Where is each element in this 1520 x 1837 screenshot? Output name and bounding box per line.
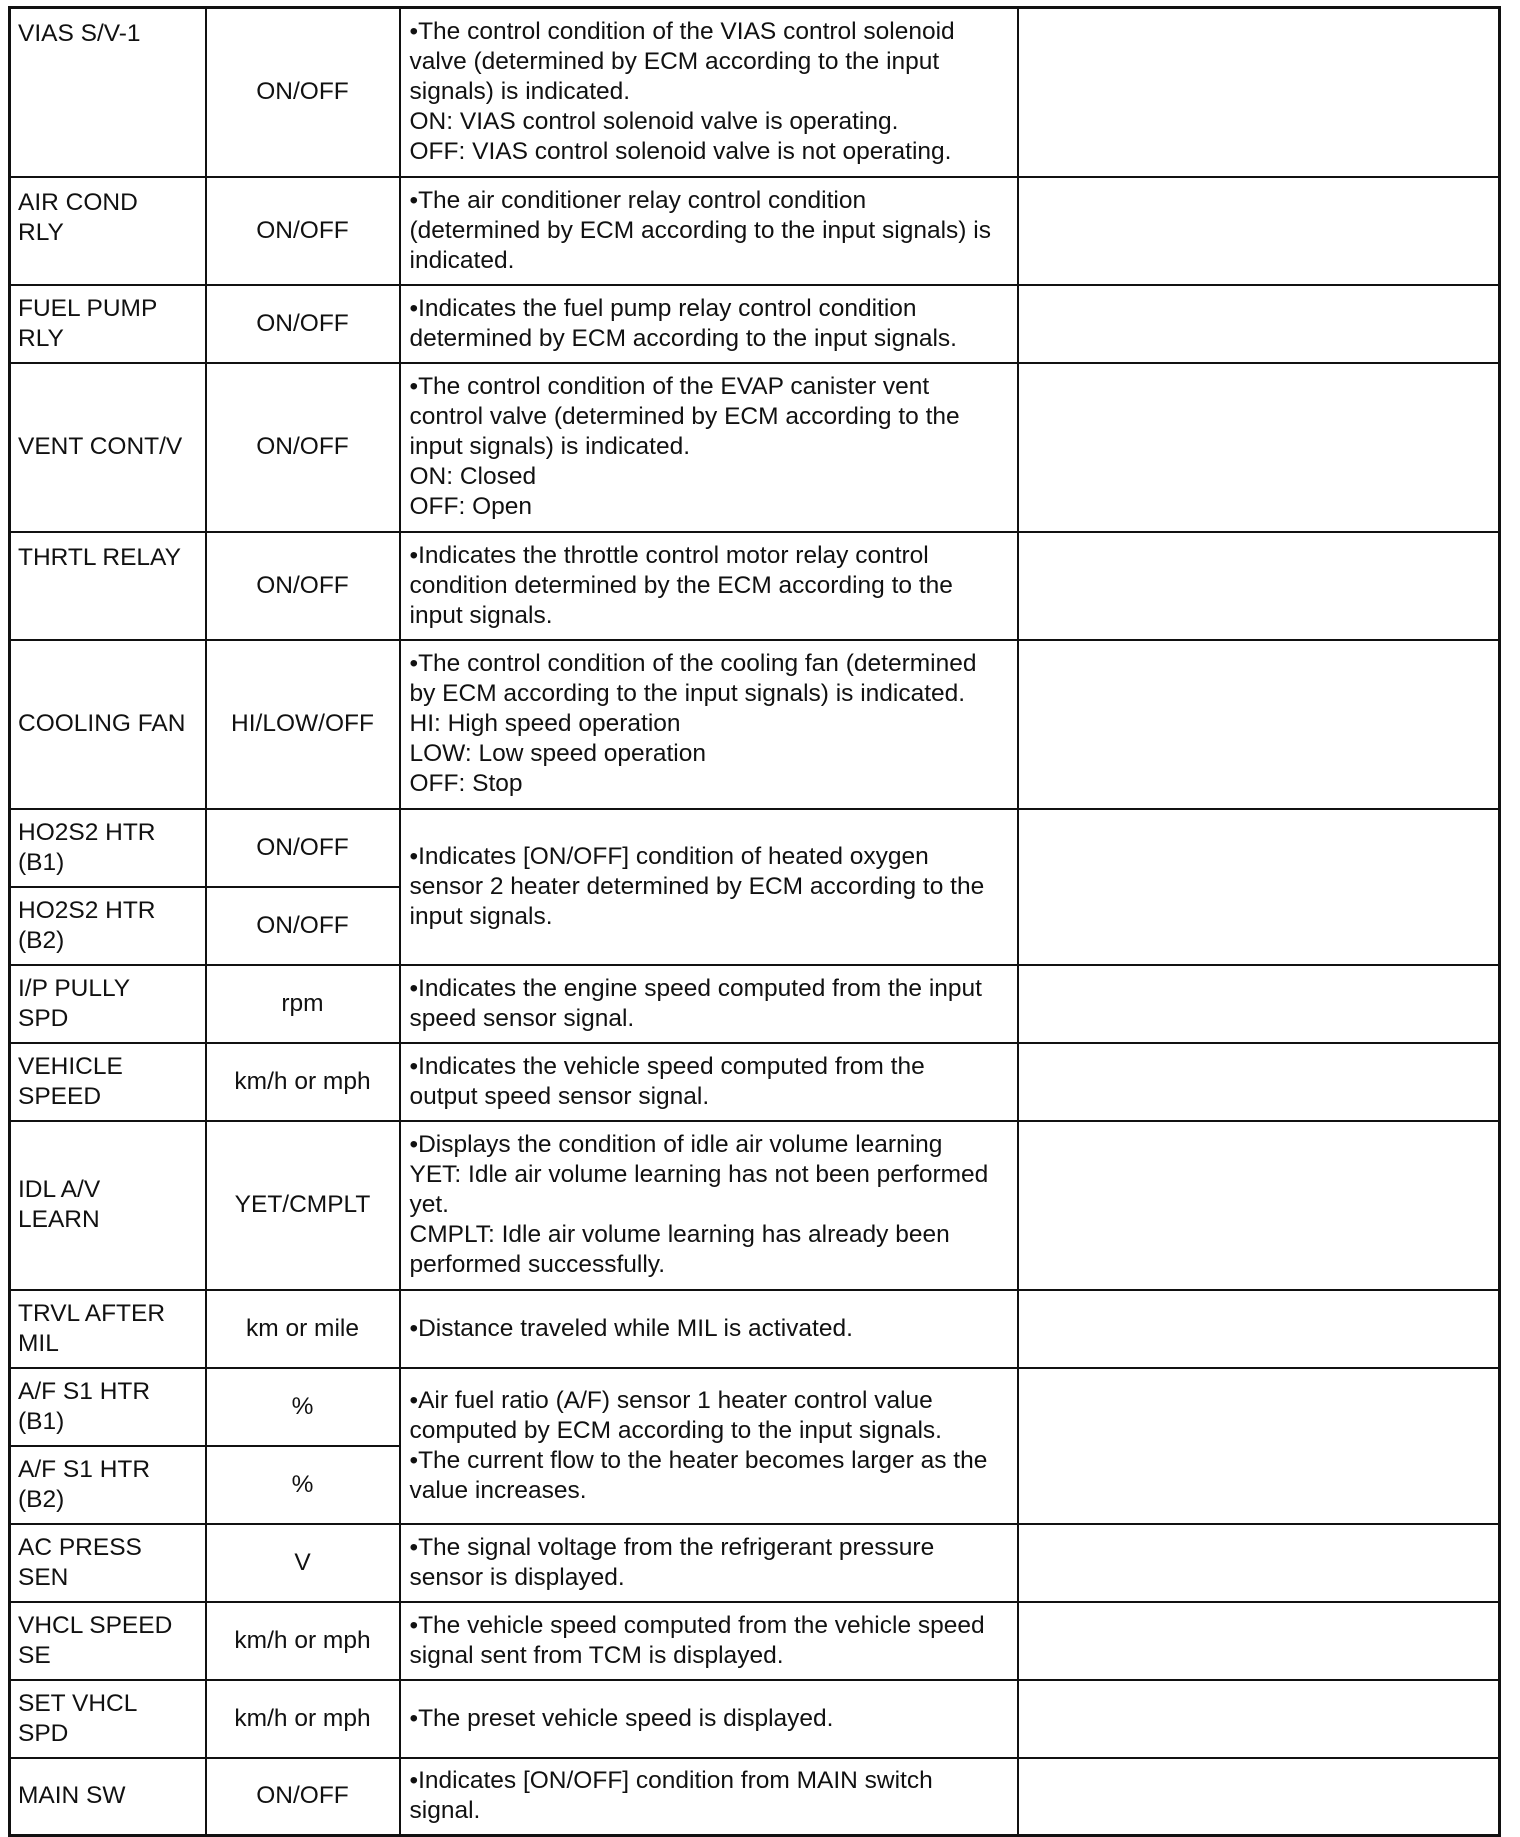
condition-value: km/h or mph: [206, 1602, 400, 1680]
monitor-item-name: AC PRESS SEN: [10, 1524, 206, 1602]
description-cell: •Distance traveled while MIL is activated.: [400, 1290, 1018, 1368]
description-cell: •Indicates the engine speed computed from the input speed sensor signal.: [400, 965, 1018, 1043]
table-row: [10, 1368, 1500, 1446]
specification-cell: [1018, 363, 1500, 532]
table-row: [10, 532, 1500, 640]
table-row: [10, 1290, 1500, 1368]
description-cell: •The vehicle speed computed from the vehicle speed signal sent from TCM is displayed.: [400, 1602, 1018, 1680]
condition-value: km or mile: [206, 1290, 400, 1368]
specification-cell: [1018, 177, 1500, 285]
specification-cell: [1018, 1758, 1500, 1836]
monitor-item-name: A/F S1 HTR (B1): [10, 1368, 206, 1446]
monitor-item-name: THRTL RELAY: [10, 532, 206, 640]
description-cell: •Indicates [ON/OFF] condition of heated oxygen sensor 2 heater determined by ECM according to the input signals.: [400, 809, 1018, 965]
description-cell: •The air conditioner relay control condition (determined by ECM according to the input signals) is indicated.: [400, 177, 1018, 285]
table-row: [10, 177, 1500, 285]
description-cell: •Indicates the vehicle speed computed from the output speed sensor signal.: [400, 1043, 1018, 1121]
specification-cell: [1018, 1121, 1500, 1290]
monitor-item-name: IDL A/V LEARN: [10, 1121, 206, 1290]
monitor-item-name: VENT CONT/V: [10, 363, 206, 532]
description-cell: •The control condition of the EVAP canister vent control valve (determined by ECM according to the input signals) is indicated. ON: Closed OFF: Open: [400, 363, 1018, 532]
monitor-item-name: AIR COND RLY: [10, 177, 206, 285]
monitor-item-table: [8, 6, 1501, 1837]
table-row: [10, 1121, 1500, 1290]
description-cell: •Displays the condition of idle air volume learning YET: Idle air volume learning has not been performed yet. CMPLT: Idle air volume learning has already been performed successfully.: [400, 1121, 1018, 1290]
specification-cell: [1018, 1602, 1500, 1680]
condition-value: YET/CMPLT: [206, 1121, 400, 1290]
description-cell: •The control condition of the cooling fan (determined by ECM according to the input signals) is indicated. HI: High speed operation LOW: Low speed operation OFF: Stop: [400, 640, 1018, 809]
table-row: [10, 1758, 1500, 1836]
description-cell: •Indicates [ON/OFF] condition from MAIN switch signal.: [400, 1758, 1018, 1836]
monitor-item-name: VIAS S/V-1: [10, 8, 206, 177]
description-cell: •The control condition of the VIAS control solenoid valve (determined by ECM according to the input signals) is indicated. ON: VIAS control solenoid valve is operating. OFF: VIAS control solenoid valve is not operating.: [400, 8, 1018, 177]
description-cell: •Indicates the throttle control motor relay control condition determined by the ECM according to the input signals.: [400, 532, 1018, 640]
condition-value: ON/OFF: [206, 887, 400, 965]
description-cell: •The signal voltage from the refrigerant pressure sensor is displayed.: [400, 1524, 1018, 1602]
condition-value: ON/OFF: [206, 532, 400, 640]
condition-value: ON/OFF: [206, 8, 400, 177]
monitor-item-name: FUEL PUMP RLY: [10, 285, 206, 363]
condition-value: km/h or mph: [206, 1043, 400, 1121]
condition-value: V: [206, 1524, 400, 1602]
monitor-item-name: HO2S2 HTR (B1): [10, 809, 206, 887]
description-cell: •The preset vehicle speed is displayed.: [400, 1680, 1018, 1758]
condition-value: ON/OFF: [206, 363, 400, 532]
condition-value: %: [206, 1446, 400, 1524]
monitor-item-name: COOLING FAN: [10, 640, 206, 809]
table-row: [10, 809, 1500, 887]
monitor-item-name: SET VHCL SPD: [10, 1680, 206, 1758]
specification-cell: [1018, 965, 1500, 1043]
specification-cell: [1018, 1524, 1500, 1602]
specification-cell: [1018, 8, 1500, 177]
specification-cell: [1018, 532, 1500, 640]
description-cell: •Indicates the fuel pump relay control condition determined by ECM according to the input signals.: [400, 285, 1018, 363]
table-row: [10, 640, 1500, 809]
table-row: [10, 363, 1500, 532]
condition-value: rpm: [206, 965, 400, 1043]
table-row: [10, 1602, 1500, 1680]
condition-value: ON/OFF: [206, 285, 400, 363]
condition-value: ON/OFF: [206, 1758, 400, 1836]
specification-cell: [1018, 809, 1500, 965]
specification-cell: [1018, 1290, 1500, 1368]
table-row: [10, 285, 1500, 363]
table-row: [10, 1524, 1500, 1602]
monitor-item-name: VHCL SPEED SE: [10, 1602, 206, 1680]
condition-value: %: [206, 1368, 400, 1446]
monitor-item-name: I/P PULLY SPD: [10, 965, 206, 1043]
description-cell: •Air fuel ratio (A/F) sensor 1 heater control value computed by ECM according to the input signals. •The current flow to the heater becomes larger as the value increases.: [400, 1368, 1018, 1524]
monitor-item-name: TRVL AFTER MIL: [10, 1290, 206, 1368]
monitor-item-name: VEHICLE SPEED: [10, 1043, 206, 1121]
table-row: [10, 1680, 1500, 1758]
condition-value: ON/OFF: [206, 177, 400, 285]
specification-cell: [1018, 640, 1500, 809]
table-row: [10, 1043, 1500, 1121]
table-row: [10, 965, 1500, 1043]
condition-value: HI/LOW/OFF: [206, 640, 400, 809]
specification-cell: [1018, 1368, 1500, 1524]
specification-cell: [1018, 285, 1500, 363]
condition-value: km/h or mph: [206, 1680, 400, 1758]
specification-cell: [1018, 1680, 1500, 1758]
monitor-item-name: MAIN SW: [10, 1758, 206, 1836]
specification-cell: [1018, 1043, 1500, 1121]
table-row: [10, 8, 1500, 177]
monitor-item-name: A/F S1 HTR (B2): [10, 1446, 206, 1524]
monitor-item-name: HO2S2 HTR (B2): [10, 887, 206, 965]
condition-value: ON/OFF: [206, 809, 400, 887]
